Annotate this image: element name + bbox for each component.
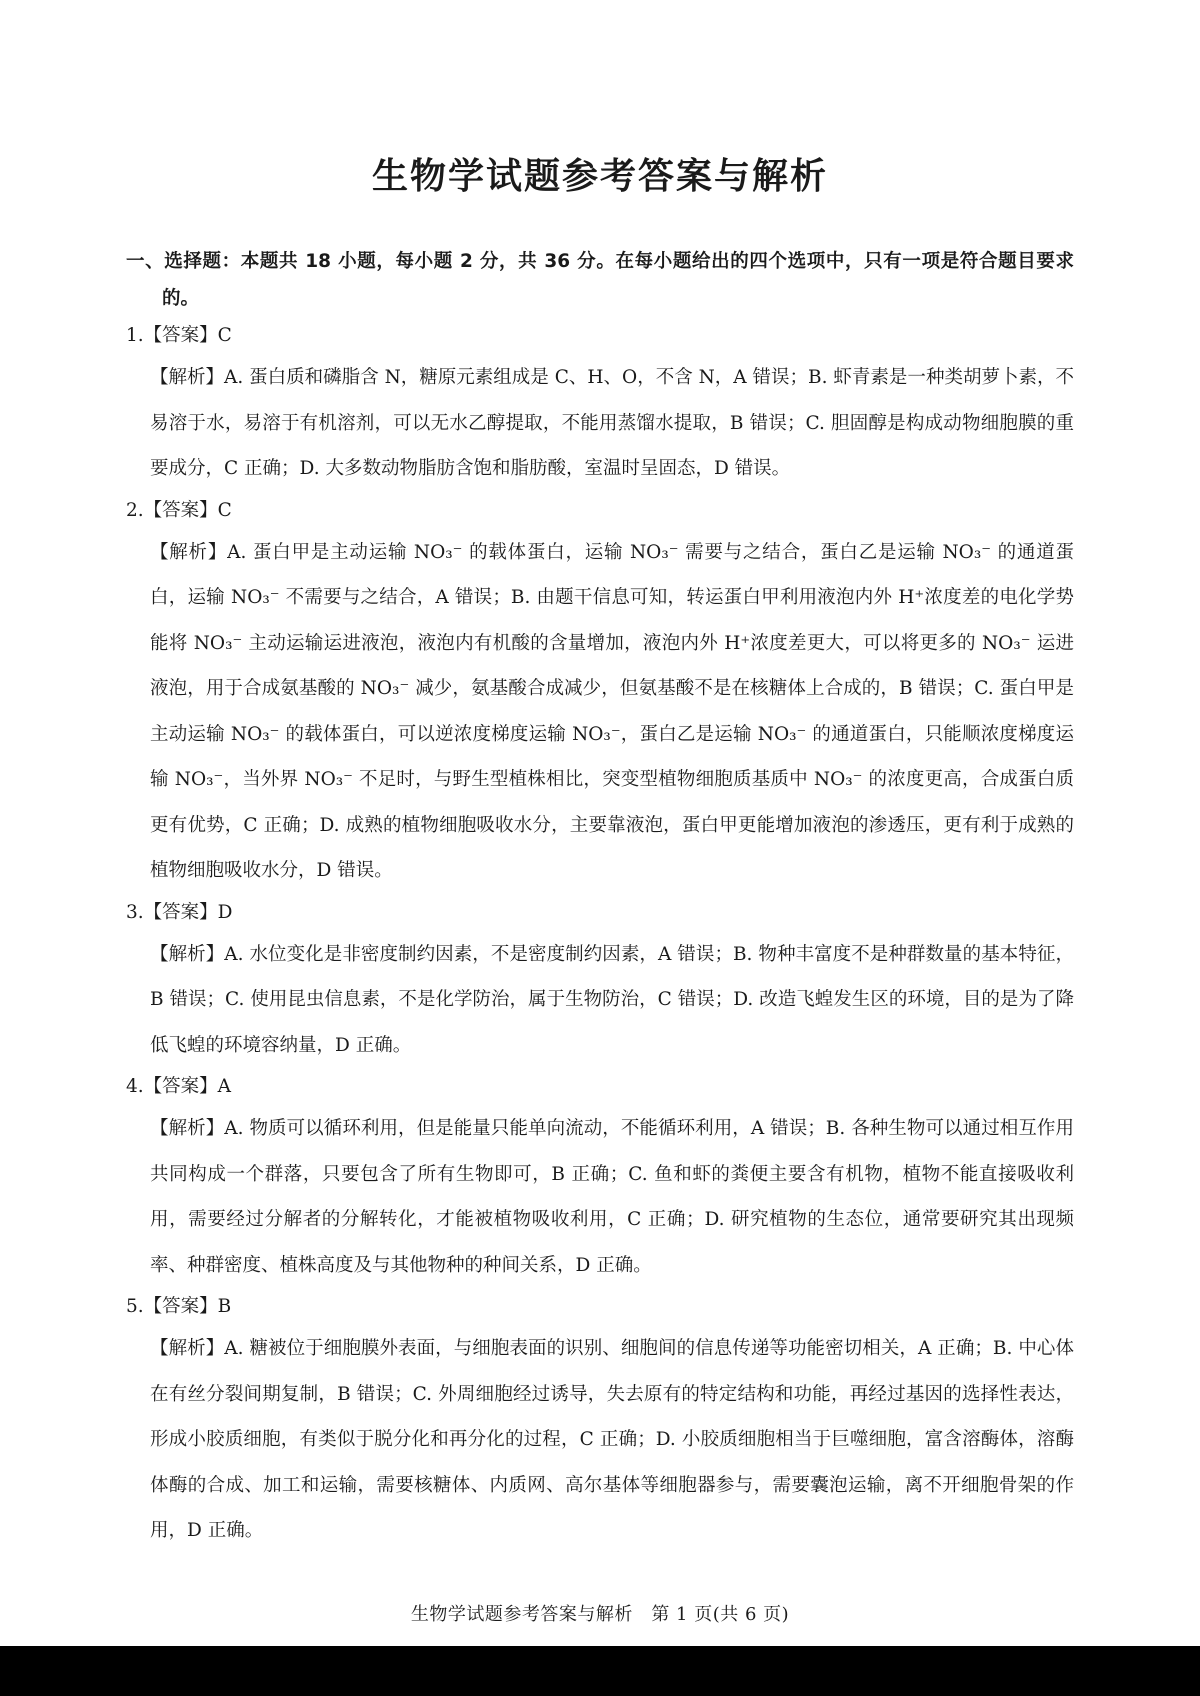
question-5: [126, 1292, 1074, 1554]
document-title: 生物学试题参考答案与解析: [371, 156, 828, 197]
answer-line: [126, 1292, 1074, 1322]
answer-line: [126, 898, 1074, 928]
document-body: [126, 243, 1074, 1556]
explanation-label: 【解析】: [150, 367, 225, 388]
question-number: 4.: [126, 1076, 144, 1097]
question-1: [126, 321, 1074, 492]
explanation-text: A. 水位变化是非密度制约因素，不是密度制约因素，A 错误；B. 物种丰富度不是种群数量的基本特征，B 错误；C. 使用昆虫信息素，不是化学防治，属于生物防治，C 错误；D. 改造飞蝗发生区的环境，目的是为了降低飞蝗的环境容纳量，D 正确。: [150, 943, 1074, 1056]
answer-line: [126, 321, 1074, 351]
page-footer: 生物学试题参考答案与解析 第 1 页(共 6 页): [410, 1604, 790, 1625]
question-number: 3.: [126, 901, 144, 923]
question-3: [126, 898, 1074, 1069]
explanation-text: A. 物质可以循环利用，但是能量只能单向流动，不能循环利用，A 错误；B. 各种生物可以通过相互作用共同构成一个群落，只要包含了所有生物即可，B 正确；C. 鱼和虾的粪便主要含有机物，植物不能直接吸收利用，需要经过分解者的分解转化，才能被植物吸收利用，C 正确；D. 研究植物的生态位，通常要研究其出现频率、种群密度、植株高度及与其他物种的种间关系，D 正确。: [150, 1118, 1074, 1276]
explanation-text: A. 蛋白质和磷脂含 N，糖原元素组成是 C、H、O，不含 N，A 错误；B. 虾青素是一种类胡萝卜素，不易溶于水，易溶于有机溶剂，可以无水乙醇提取，不能用蒸馏水提取，B 错误；C. 胆固醇是构成动物细胞膜的重要成分，C 正确；D. 大多数动物脂肪含饱和脂肪酸，室温时呈固态，D 错误。: [150, 367, 1074, 479]
answer-value: B: [217, 1296, 232, 1317]
answer-value: A: [217, 1076, 232, 1097]
explanation-label: 【解析】: [150, 943, 225, 965]
explanation-text: A. 糖被位于细胞膜外表面，与细胞表面的识别、细胞间的信息传递等功能密切相关，A 正确；B. 中心体在有丝分裂间期复制，B 错误；C. 外周细胞经过诱导，失去原有的特定结构和功能，再经过基因的选择性表达，形成小胶质细胞，有类似于脱分化和再分化的过程，C 正确；D. 小胶质细胞相当于巨噬细胞，富含溶酶体，溶酶体酶的合成、加工和运输，需要核糖体、内质网、高尔基体等细胞器参与，需要囊泡运输，离不开细胞骨架的作用，D 正确。: [150, 1338, 1074, 1541]
answer-label: 【答案】: [143, 901, 218, 923]
answer-value: C: [217, 325, 232, 346]
answer-line: [126, 496, 1074, 526]
question-number: 1.: [126, 325, 144, 346]
answer-label: 【答案】: [143, 1296, 218, 1317]
question-4: [126, 1072, 1074, 1288]
section-heading: 一、选择题：本题共 18 小题，每小题 2 分，共 36 分。在每小题给出的四个选项中，只有一项是符合题目要求的。: [126, 251, 1074, 309]
answer-label: 【答案】: [143, 499, 218, 521]
answer-value: C: [217, 499, 232, 521]
explanation: [126, 1106, 1074, 1288]
explanation-label: 【解析】: [150, 1338, 225, 1359]
answer-label: 【答案】: [143, 325, 218, 346]
explanation: [126, 1326, 1074, 1554]
explanation: [126, 530, 1074, 894]
explanation: [126, 355, 1074, 492]
explanation-label: 【解析】: [150, 1118, 225, 1139]
question-2: [126, 496, 1074, 894]
answer-line: [126, 1072, 1074, 1102]
question-number: 5.: [126, 1296, 144, 1317]
explanation-label: 【解析】: [150, 541, 228, 563]
bottom-black-bar: [0, 1646, 1200, 1696]
question-number: 2.: [126, 499, 144, 521]
answer-label: 【答案】: [143, 1076, 218, 1097]
explanation-text: A. 蛋白甲是主动运输 NO₃⁻ 的载体蛋白，运输 NO₃⁻ 需要与之结合，蛋白乙是运输 NO₃⁻ 的通道蛋白，运输 NO₃⁻ 不需要与之结合，A 错误；B. 由题干信息可知，转运蛋白甲利用液泡内外 H⁺浓度差的电化学势能将 NO₃⁻ 主动运输运进液泡，液泡内有机酸的含量增加，液泡内外 H⁺浓度差更大，可以将更多的 NO₃⁻ 运进液泡，用于合成氨基酸的 NO₃⁻ 减少，氨基酸合成减少，但氨基酸不是在核糖体上合成的，B 错误；C. 蛋白甲是主动运输 NO₃⁻ 的载体蛋白，可以逆浓度梯度运输 NO₃⁻，蛋白乙是运输 NO₃⁻ 的通道蛋白，只能顺浓度梯度运输 NO₃⁻，当外界 NO₃⁻ 不足时，与野生型植株相比，突变型植物细胞质基质中 NO₃⁻ 的浓度更高，合成蛋白质更有优势，C 正确；D. 成熟的植物细胞吸收水分，主要靠液泡，蛋白甲更能增加液泡的渗透压，更有利于成熟的植物细胞吸收水分，D 错误。: [150, 541, 1074, 881]
answer-value: D: [217, 901, 233, 923]
explanation: [126, 932, 1074, 1069]
